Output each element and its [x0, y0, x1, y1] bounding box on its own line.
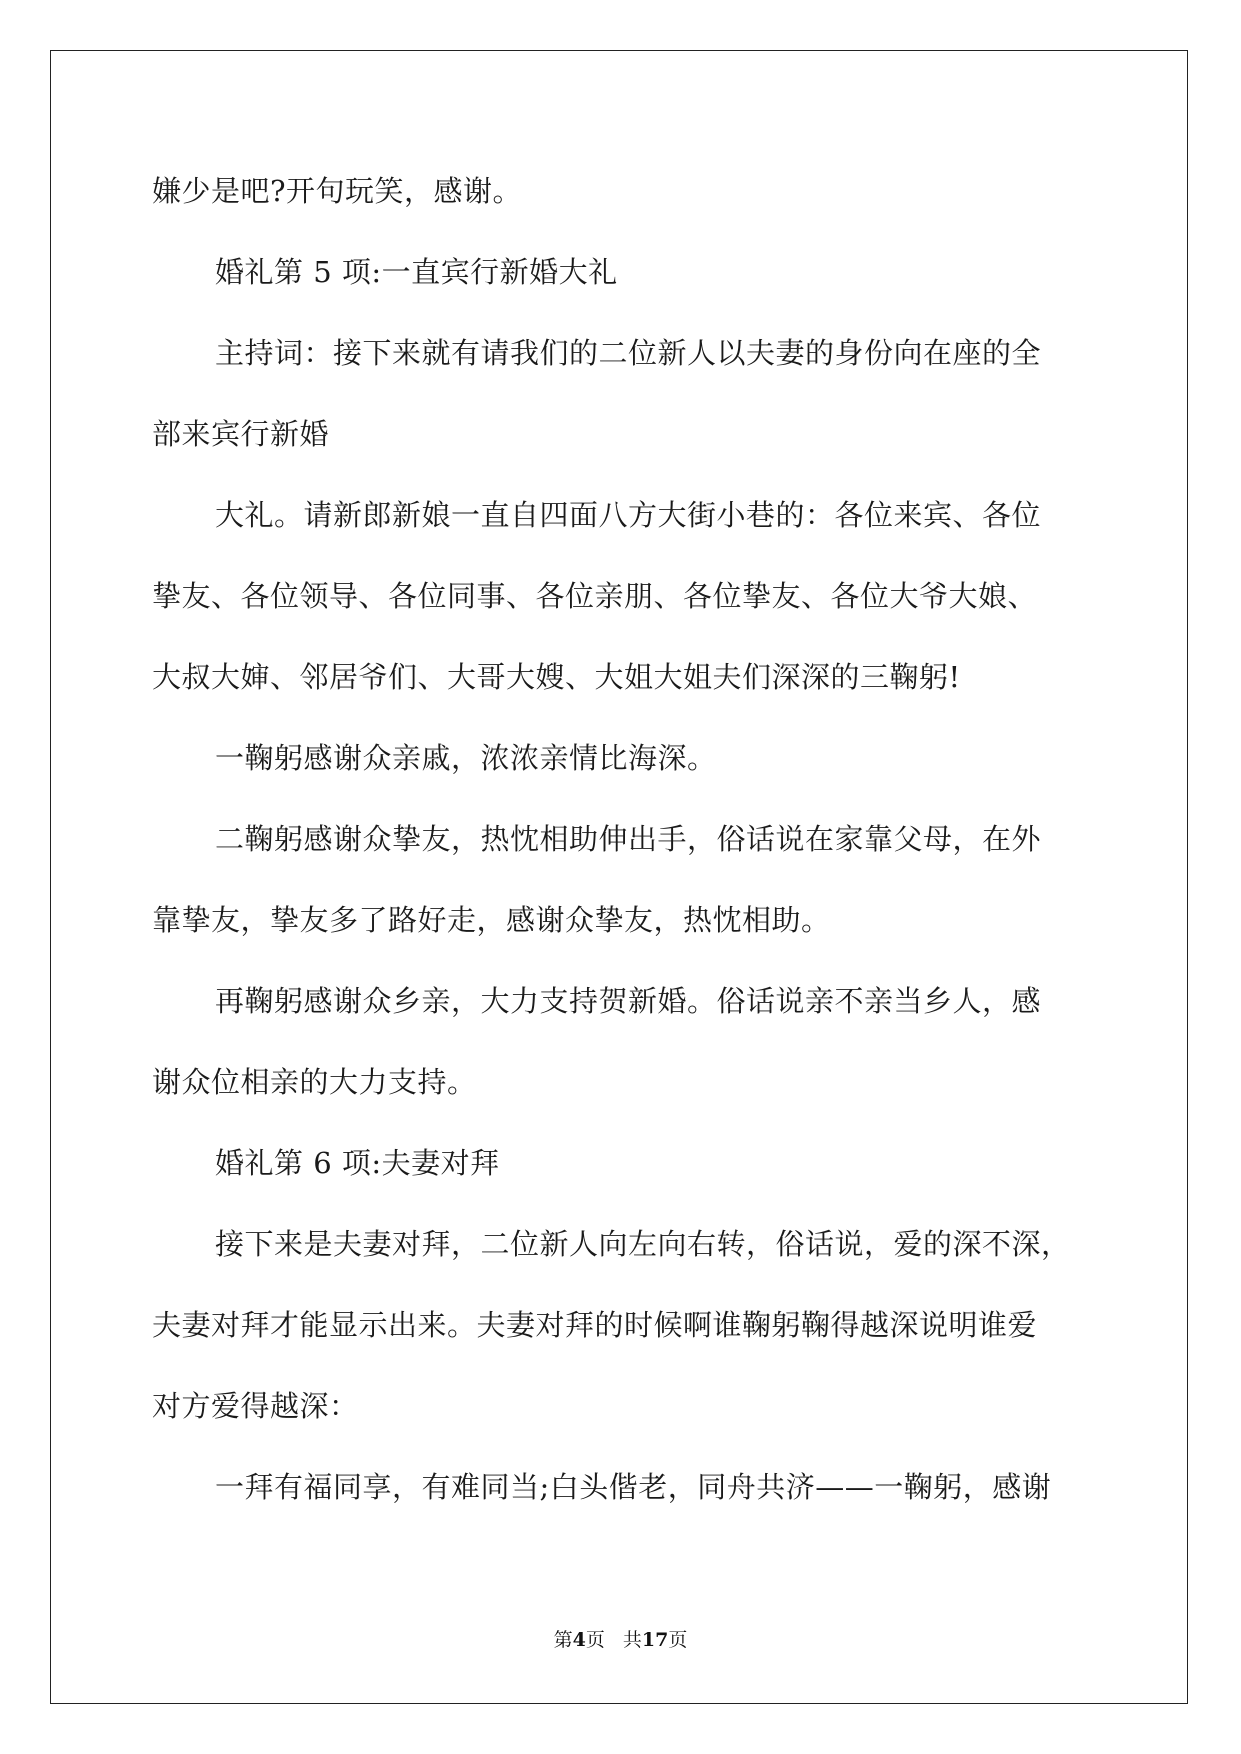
text-line: 二鞠躬感谢众挚友，热忱相助伸出手，俗话说在家靠父母，在外 — [215, 822, 1042, 856]
text-line: 部来宾行新婚 — [152, 417, 330, 451]
text-line: 对方爱得越深： — [152, 1389, 359, 1423]
page-footer — [0, 1625, 1241, 1652]
text-line: 挚友、各位领导、各位同事、各位亲朋、各位挚友、各位大爷大娘、 — [152, 579, 1038, 613]
page-prefix: 第 — [553, 1629, 573, 1651]
text-line: 大叔大婶、邻居爷们、大哥大嫂、大姐大姐夫们深深的三鞠躬! — [152, 660, 961, 694]
text-line: 接下来是夫妻对拜，二位新人向左向右转，俗话说，爱的深不深， — [215, 1227, 1071, 1261]
section-heading: 婚礼第 5 项:一直宾行新婚大礼 — [215, 255, 618, 289]
text-line: 嫌少是吧?开句玩笑，感谢。 — [152, 174, 523, 208]
text-line: 再鞠躬感谢众乡亲，大力支持贺新婚。俗话说亲不亲当乡人，感 — [215, 984, 1042, 1018]
section-heading: 婚礼第 6 项:夫妻对拜 — [215, 1146, 500, 1180]
text-line: 一鞠躬感谢众亲戚，浓浓亲情比海深。 — [215, 741, 717, 775]
text-line: 一拜有福同享，有难同当;白头偕老，同舟共济——一鞠躬，感谢 — [215, 1470, 1052, 1504]
text-line: 夫妻对拜才能显示出来。夫妻对拜的时候啊谁鞠躬鞠得越深说明谁爱 — [152, 1308, 1038, 1342]
page-border — [50, 50, 1188, 1704]
total-prefix: 共 — [622, 1629, 642, 1651]
text-line: 主持词：接下来就有请我们的二位新人以夫妻的身份向在座的全 — [215, 336, 1042, 370]
page-number: 4 — [572, 1629, 586, 1651]
total-suffix: 页 — [668, 1629, 688, 1651]
page-suffix: 页 — [585, 1629, 605, 1651]
text-line: 靠挚友，挚友多了路好走，感谢众挚友，热忱相助。 — [152, 903, 831, 937]
text-line: 大礼。请新郎新娘一直自四面八方大街小巷的：各位来宾、各位 — [215, 498, 1042, 532]
total-pages: 17 — [641, 1629, 669, 1651]
text-line: 谢众位相亲的大力支持。 — [152, 1065, 477, 1099]
